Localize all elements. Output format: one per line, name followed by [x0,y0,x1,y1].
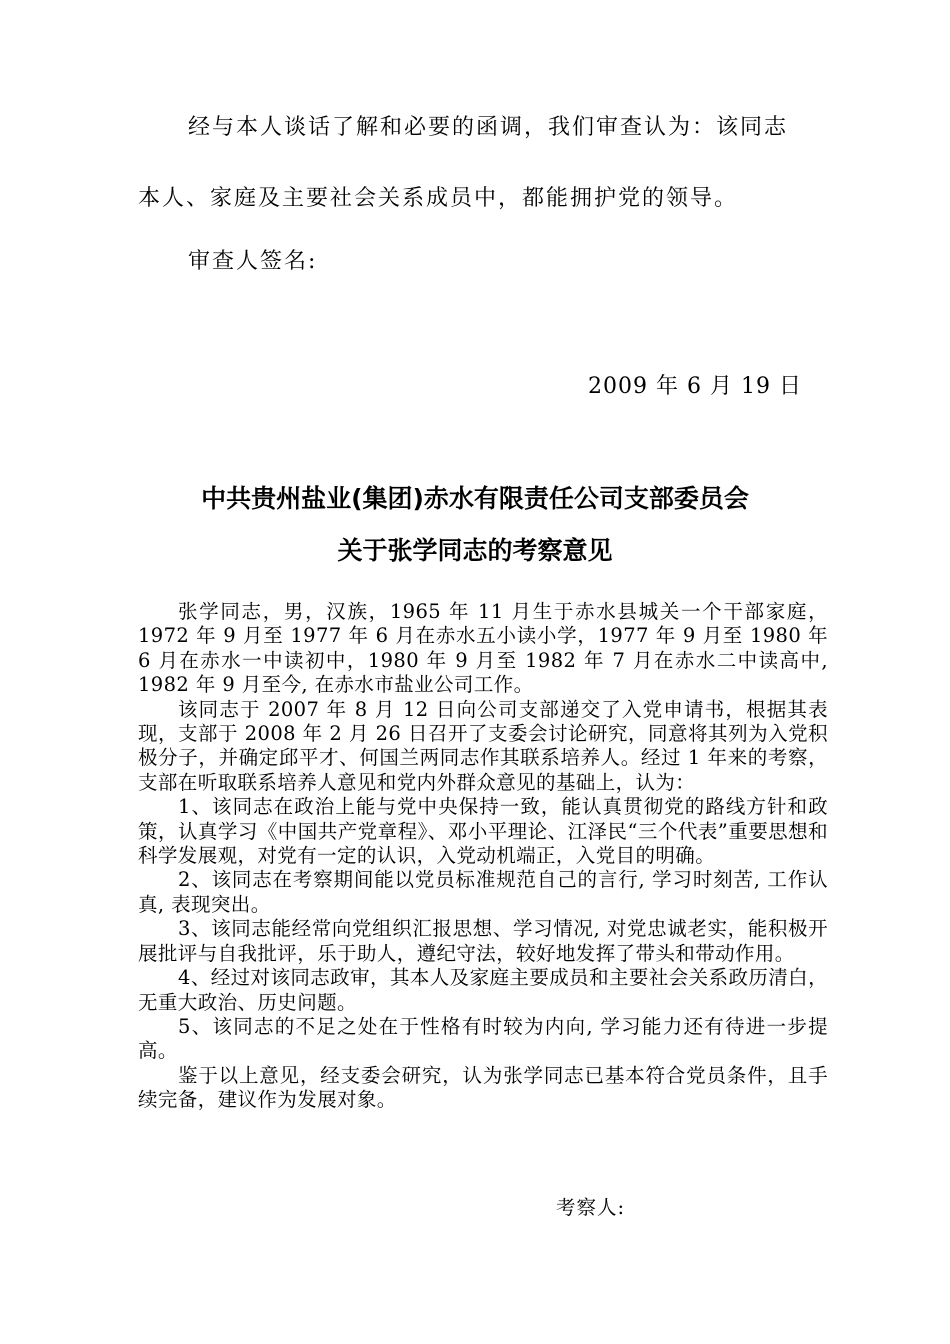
opinion-paragraph-point-5: 5、该同志的不足之处在于性格有时较为内向, 学习能力还有待进一步提高。 [138,1014,828,1063]
opinion-title-line-1: 中共贵州盐业(集团)赤水有限责任公司支部委员会 [201,484,749,513]
opinion-paragraph-application: 该同志于 2007 年 8 月 12 日向公司支部递交了入党申请书，根据其表现，支部于 2008 年 2 月 26 日召开了支委会讨论研究，同意将其列为入党积极分子，并确定邱平才、何国兰两同志作其联系培养人。经过 1 年来的考察，支部在听取联系培养人意见和党内外群众意见的基础上，认为： [138,697,828,794]
opinion-paragraph-background: 张学同志，男，汉族，1965 年 11 月生于赤水县城关一个干部家庭， 1972 年 9 月至 1977 年 6 月在赤水五小读小学，1977 年 9 月至 1980 年 6 月在赤水一中读初中，1980 年 9 月至 1982 年 7 月在赤水二中读高中, 1982 年 9 月至今, 在赤水市盐业公司工作。 [138,600,828,697]
opinion-paragraph-conclusion: 鉴于以上意见，经支委会研究，认为张学同志已基本符合党员条件，且手续完备，建议作为发展对象。 [138,1063,828,1112]
opinion-paragraph-point-1: 1、该同志在政治上能与党中央保持一致，能认真贯彻党的路线方针和政策，认真学习《中国共产党章程》、邓小平理论、江泽民“三个代表”重要思想和科学发展观，对党有一定的认识，入党动机端正，入党目的明确。 [138,795,828,868]
review-text-line-2: 本人、家庭及主要社会关系成员中，都能拥护党的领导。 [138,186,739,211]
opinion-title-line-2: 关于张学同志的考察意见 [337,536,613,565]
review-date: 2009 年 6 月 19 日 [588,374,802,399]
inspector-label: 考察人: [556,1196,626,1219]
opinion-paragraph-point-4: 4、经过对该同志政审，其本人及家庭主要成员和主要社会关系政历清白，无重大政治、历史问题。 [138,966,828,1014]
opinion-body [138,600,828,1113]
opinion-paragraph-point-3: 3、该同志能经常向党组织汇报思想、学习情况, 对党忠诚老实，能积极开展批评与自我批评，乐于助人，遵纪守法，较好地发挥了带头和带动作用。 [138,917,828,965]
review-text-line-1: 经与本人谈话了解和必要的函调，我们审查认为：该同志 [188,115,789,140]
opinion-paragraph-point-2: 2、该同志在考察期间能以党员标准规范自己的言行, 学习时刻苦, 工作认真, 表现突出。 [138,868,828,916]
review-signer-label: 审查人签名: [188,249,318,274]
